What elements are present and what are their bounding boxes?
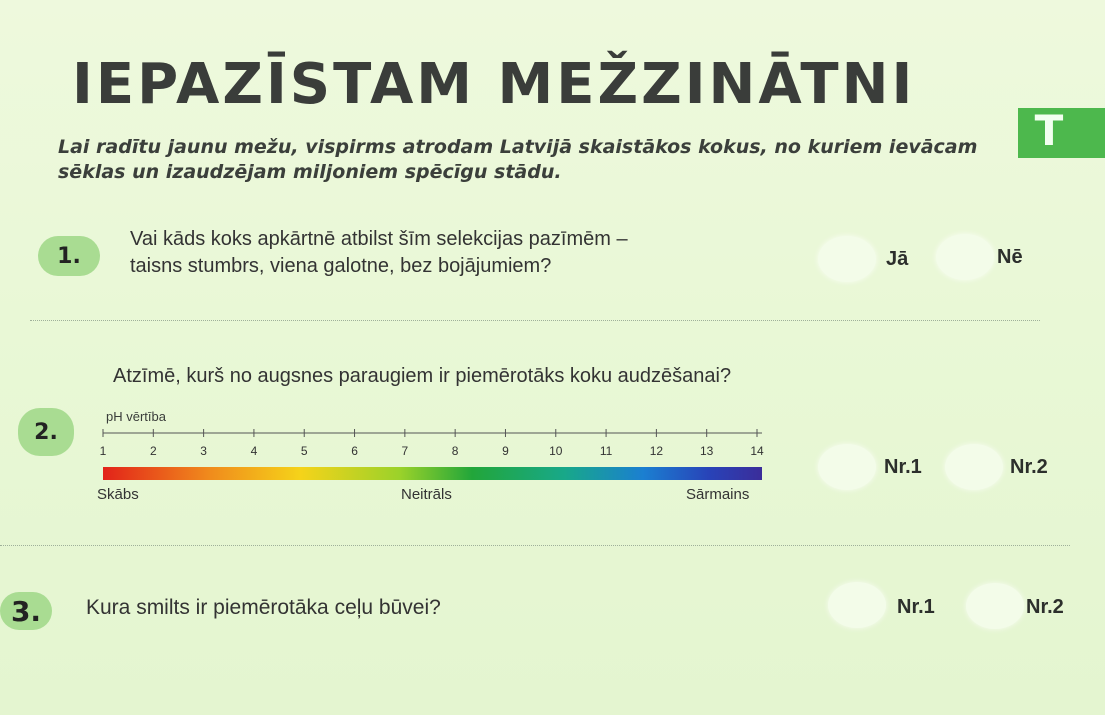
ph-scale-caption: pH vērtība (106, 409, 166, 424)
section-tab-letter: T (1034, 106, 1064, 155)
question-1-text-line2: taisns stumbrs, viena galotne, bez bojājumiem? (130, 255, 552, 277)
question-3-option-1-radio[interactable] (828, 582, 886, 628)
question-1-option-no-label: Nē (997, 246, 1023, 268)
ph-tick-label: 4 (250, 444, 258, 458)
divider-2 (0, 545, 1070, 546)
page-title: IEPAZĪSTAM MEŽZINĀTNI (72, 52, 916, 117)
ph-tick-label: 5 (300, 444, 308, 458)
question-1-number: 1. (38, 236, 100, 276)
ph-tick-label: 7 (401, 444, 409, 458)
ph-tick-label: 1 (99, 444, 107, 458)
ph-tick-label: 8 (451, 444, 459, 458)
question-2-option-1-radio[interactable] (818, 444, 876, 490)
question-2-option-1-label: Nr.1 (884, 456, 922, 478)
ph-tick-label: 11 (599, 444, 613, 458)
question-3-text: Kura smilts ir piemērotāka ceļu būvei? (86, 596, 441, 619)
question-1-text-line1: Vai kāds koks apkārtnē atbilst šīm selekcijas pazīmēm – (130, 228, 628, 250)
question-2-text: Atzīmē, kurš no augsnes paraugiem ir piemērotāks koku audzēšanai? (113, 365, 732, 387)
ph-tick-label: 12 (649, 444, 664, 458)
ph-tick-label: 13 (700, 444, 714, 458)
question-2-option-2-label: Nr.2 (1010, 456, 1048, 478)
ph-tick-label: 3 (200, 444, 207, 458)
question-2-option-2-radio[interactable] (945, 444, 1003, 490)
ph-tick-label: 10 (549, 444, 563, 458)
ph-tick-label: 14 (750, 444, 764, 458)
ph-tick-label: 6 (351, 444, 358, 458)
question-3-option-2-radio[interactable] (966, 583, 1024, 629)
ph-alkaline-label: Sārmains (686, 486, 750, 503)
ph-color-bar (103, 467, 762, 480)
ph-tick-label: 9 (502, 444, 509, 458)
question-2-number: 2. (18, 408, 74, 456)
ph-neutral-label: Neitrāls (401, 486, 452, 503)
ph-acidic-label: Skābs (97, 486, 139, 503)
intro-text: Lai radītu jaunu mežu, vispirms atrodam Latvijā skaistākos kokus, no kuriem ievācam sēklas un izaudzējam miljoniem spēcīgu stādu. (58, 136, 978, 183)
ph-tick-label: 2 (149, 444, 157, 458)
question-3-option-1-label: Nr.1 (897, 596, 935, 618)
question-1-option-yes-label: Jā (886, 248, 909, 270)
question-3-option-2-label: Nr.2 (1026, 596, 1064, 618)
question-3-number: 3. (0, 592, 52, 630)
